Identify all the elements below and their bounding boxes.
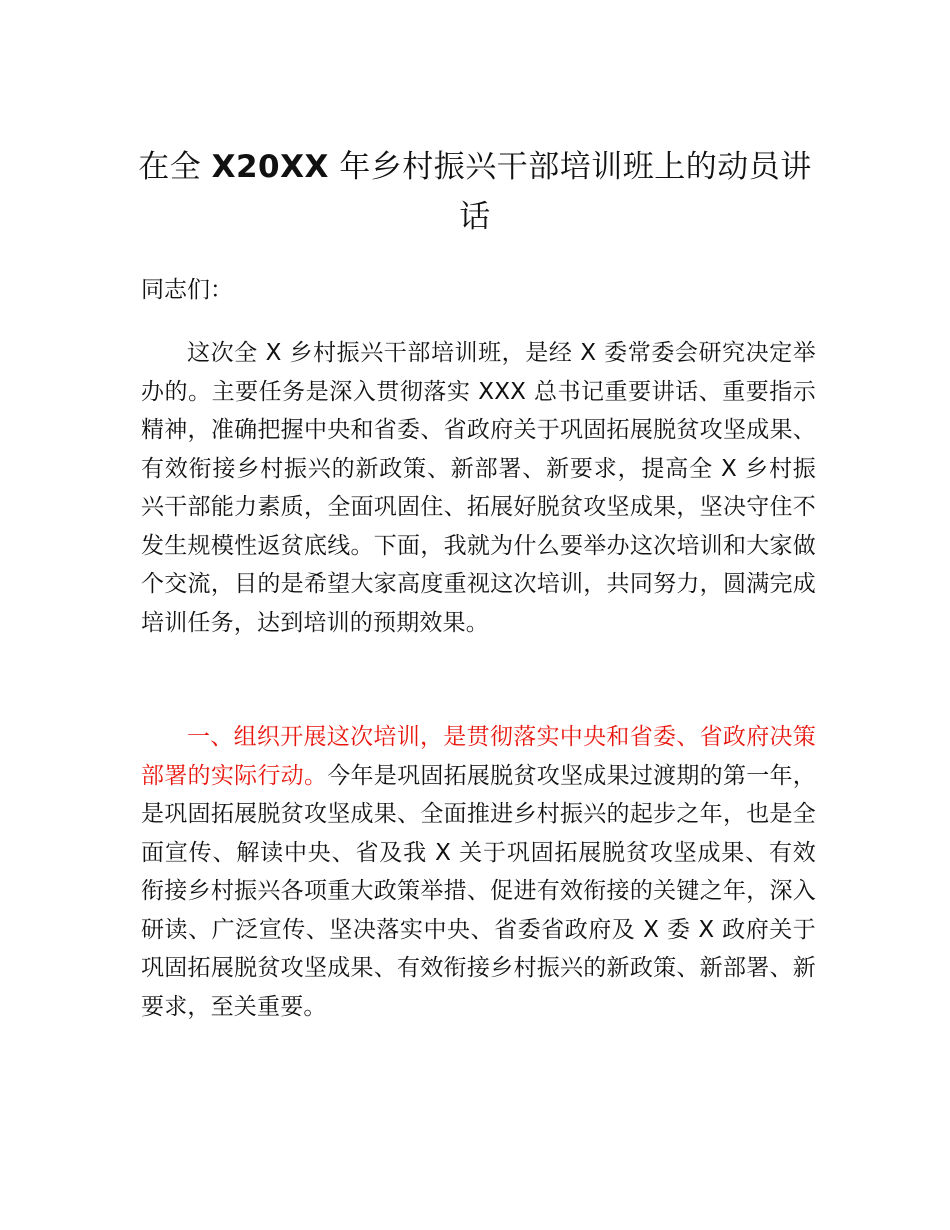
section-one-body: 今年是巩固拓展脱贫攻坚成果过渡期的第一年，是巩固拓展脱贫攻坚成果、全面推进乡村振兴的起步之年，也是全面宣传、解读中央、省及我 X 关于巩固拓展脱贫攻坚成果、有效衔接乡村振兴各项重大政策举措、促进有效衔接的关键之年，深入研读、广泛宣传、坚决落实中央、省委省政府及 X 委 X 政府关于巩固拓展脱贫攻坚成果、有效衔接乡村振兴的新政策、新部署、新要求，至关重要。 [141,762,816,1020]
title-text-end: 年乡村振兴干部培训班上的动员讲话 [328,149,812,235]
title-year: X20XX [211,149,329,185]
salutation: 同志们： [141,277,233,303]
paragraph-intro: 这次全 X 乡村振兴干部培训班，是经 X 委常委会研究决定举办的。主要任务是深入贯彻落实 XXX 总书记重要讲话、重要指示精神，准确把握中央和省委、省政府关于巩固拓展脱贫攻坚成果、有效衔接乡村振兴的新政策、新部署、新要求，提高全 X 乡村振兴干部能力素质，全面巩固住、拓展好脱贫攻坚成果，坚决守住不发生规模性返贫底线。下面，我就为什么要举办这次培训和大家做个交流，目的是希望大家高度重视这次培训，共同努力，圆满完成培训任务，达到培训的预期效果。 [141,340,816,636]
section-one-heading: 一、组织开展这次培训，是贯彻落实中央和省委、省政府决策部署的实际行动。 [141,724,816,789]
paragraph-section-one [141,718,816,1026]
title-text-start: 在全 [138,149,212,185]
document-title [130,142,820,242]
